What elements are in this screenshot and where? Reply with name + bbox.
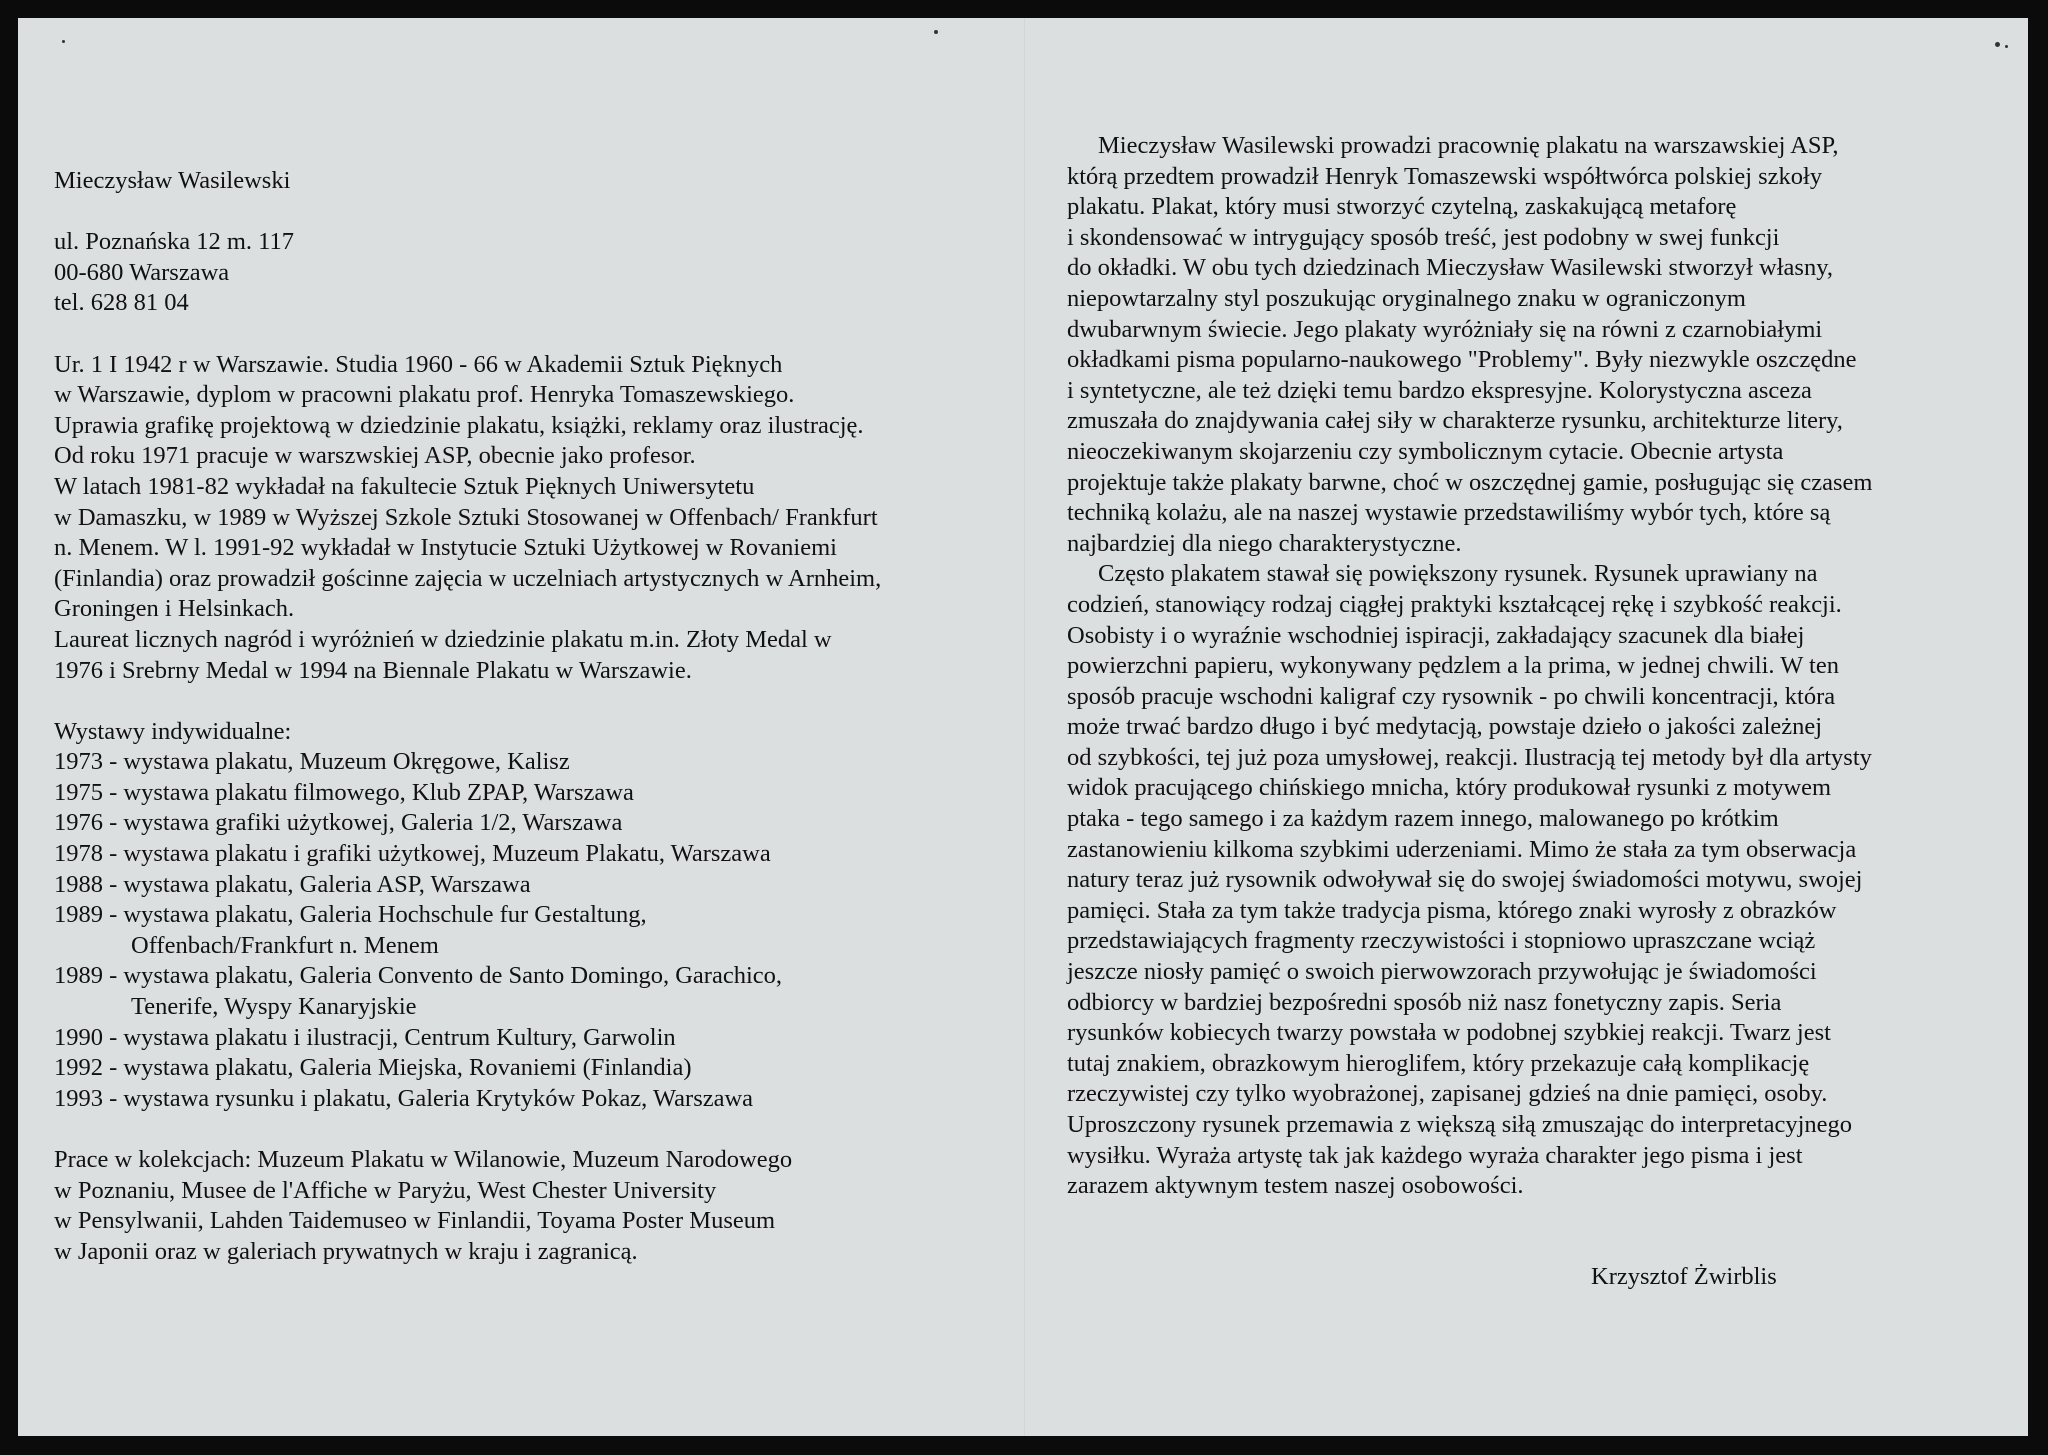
bio-line: 1976 i Srebrny Medal w 1994 na Biennale Plakatu w Warszawie. (54, 656, 692, 684)
essay-line: i syntetyczne, ale też dzięki temu bardzo ekspresyjne. Kolorystyczna asceza (1067, 376, 1812, 404)
essay-line: niepowtarzalny styl poszukując oryginalnego znaku w ograniczonym (1067, 284, 1746, 312)
document-sheet (18, 18, 2028, 1436)
essay-line: rysunków kobiecych twarzy powstała w podobnej szybkiej reakcji. Twarz jest (1067, 1019, 1831, 1047)
right-column (1067, 131, 1972, 1202)
exhibitions-block (54, 717, 994, 1115)
collections-line: w Japonii oraz w galeriach prywatnych w kraju i zagranicą. (54, 1237, 638, 1265)
essay-line: przedstawiających fragmenty rzeczywistości i stopniowo upraszczane wciąż (1067, 927, 1816, 955)
essay-line: zarazem aktywnym testem naszej osobowości. (1067, 1172, 1524, 1200)
bio-line: Uprawia grafikę projektową w dziedzinie plakatu, książki, reklamy oraz ilustrację. (54, 411, 864, 439)
essay-line: może trwać bardzo długo i być medytacją, powstaje dzieło o jakości zależnej (1067, 713, 1823, 741)
exhibition-item: 1993 - wystawa rysunku i plakatu, Galeria Krytyków Pokaz, Warszawa (54, 1084, 754, 1112)
bio-line: (Finlandia) oraz prowadził gościnne zajęcia w uczelniach artystycznych w Arnheim, (54, 564, 882, 592)
essay-line: którą przedtem prowadził Henryk Tomaszewski współtwórca polskiej szkoły (1067, 162, 1823, 190)
essay-line: jeszcze niosły pamięć o swoich pierwowzorach przywołując je świadomości (1067, 958, 1817, 986)
essay-line: tutaj znakiem, obrazkowym hieroglifem, który przekazuje całą komplikację (1067, 1049, 1810, 1077)
essay-line: pamięci. Stała za tym także tradycja pisma, którego znaki wyrosły z obrazków (1067, 896, 1837, 924)
collections-block (54, 1145, 994, 1267)
essay-paragraph-1 (1067, 131, 1972, 559)
essay-line: ptaka - tego samego i za każdym razem innego, malowanego po krótkim (1067, 805, 1779, 833)
essay-line: dwubarwnym świecie. Jego plakaty wyróżniały się na równi z czarnobiałymi (1067, 315, 1823, 343)
essay-line: widok pracującego chińskiego mnicha, który produkował rysunki z motywem (1067, 774, 1832, 802)
essay-line: zastanowieniu kilkoma szybkimi uderzeniami. Mimo że stała za tym obserwacja (1067, 835, 1857, 863)
essay-line: nieoczekiwanym skojarzeniu czy symbolicznym cytacie. Obecnie artysta (1067, 437, 1784, 465)
essay-line: Często plakatem stawał się powiększony rysunek. Rysunek uprawiany na (1098, 560, 1818, 588)
essay-paragraph-2 (1067, 559, 1972, 1201)
address-line: ul. Poznańska 12 m. 117 (54, 228, 294, 256)
bio-line: Ur. 1 I 1942 r w Warszawie. Studia 1960 - 66 w Akademii Sztuk Pięknych (54, 350, 783, 378)
collections-line: Prace w kolekcjach: Muzeum Plakatu w Wilanowie, Muzeum Narodowego (54, 1146, 793, 1173)
exhibition-item: 1973 - wystawa plakatu, Muzeum Okręgowe, Kalisz (54, 748, 570, 776)
essay-line: techniką kolażu, ale na naszej wystawie przedstawiliśmy wybór tych, które są (1067, 499, 1831, 527)
spacer (54, 197, 994, 228)
essay-line: powierzchni papieru, wykonywany pędzlem a la prima, w jednej chwili. W ten (1067, 652, 1839, 680)
exhibition-item: 1989 - wystawa plakatu, Galeria Convento de Santo Domingo, Garachico, (54, 962, 783, 990)
exhibition-item-continuation: Offenbach/Frankfurt n. Menem (131, 931, 439, 959)
exhibition-item: 1989 - wystawa plakatu, Galeria Hochschule fur Gestaltung, (54, 901, 647, 929)
essay-line: Osobisty i o wyraźnie wschodniej ispiracji, zakładający szacunek dla białej (1067, 621, 1805, 649)
spacer (54, 1114, 994, 1145)
essay-line: okładkami pisma popularno-naukowego "Problemy". Były niezwykle oszczędne (1067, 346, 1857, 374)
scan-speck (2005, 45, 2008, 48)
page-fold (1024, 18, 1025, 1436)
artist-name: Mieczysław Wasilewski (54, 167, 291, 194)
biography-block (54, 350, 994, 687)
bio-line: n. Menem. W l. 1991-92 wykładał w Instytucie Sztuki Użytkowej w Rovaniemi (54, 534, 837, 562)
essay-line: najbardziej dla niego charakterystyczne. (1067, 529, 1462, 557)
spacer (54, 319, 994, 350)
bio-line: Laureat licznych nagród i wyróżnień w dziedzinie plakatu m.in. Złoty Medal w (54, 625, 832, 653)
exhibition-item: 1992 - wystawa plakatu, Galeria Miejska, Rovaniemi (Finlandia) (54, 1054, 692, 1082)
exhibition-item: 1978 - wystawa plakatu i grafiki użytkowej, Muzeum Plakatu, Warszawa (54, 840, 771, 868)
essay-line: i skondensować w intrygujący sposób treść, jest podobny w swej funkcji (1067, 223, 1780, 251)
exhibition-item-continuation: Tenerife, Wyspy Kanaryjskie (131, 993, 417, 1021)
essay-line: rzeczywistej czy tylko wyobrażonej, zapisanej gdzieś na dnie pamięci, osoby. (1067, 1080, 1828, 1108)
scan-speck (1995, 42, 2000, 47)
exhibition-item: 1975 - wystawa plakatu filmowego, Klub ZPAP, Warszawa (54, 778, 634, 806)
essay-line: Mieczysław Wasilewski prowadzi pracownię plakatu na warszawskiej ASP, (1098, 132, 1839, 159)
essay-line: wysiłku. Wyraża artystę tak jak każdego wyraża charakter jego pisma i jest (1067, 1141, 1803, 1169)
author-signature: Krzysztof Żwirblis (1591, 1263, 1777, 1290)
essay-line: Uproszczony rysunek przemawia z większą siłą zmuszając do interpretacyjnego (1067, 1111, 1853, 1138)
bio-line: w Warszawie, dyplom w pracowni plakatu prof. Henryka Tomaszewskiego. (54, 381, 795, 409)
essay-line: natury teraz już rysownik odwoływał się do swojej świadomości motywu, swojej (1067, 866, 1863, 894)
essay-line: sposób pracuje wschodni kaligraf czy rysownik - po chwili koncentracji, która (1067, 682, 1836, 710)
essay-line: projektuje także plakaty barwne, choć w oszczędnej gamie, posługując się czasem (1067, 468, 1873, 496)
collections-line: w Pensylwanii, Lahden Taidemuseo w Finlandii, Toyama Poster Museum (54, 1207, 776, 1235)
exhibition-item: 1988 - wystawa plakatu, Galeria ASP, Warszawa (54, 870, 531, 898)
collections-line: w Poznaniu, Musee de l'Affiche w Paryżu, West Chester University (54, 1176, 717, 1204)
scan-speck (934, 30, 938, 34)
essay-line: zmuszała do znajdywania całej siły w charakterze rysunku, architekturze litery, (1067, 407, 1843, 435)
address-block (54, 227, 994, 319)
essay-line: plakatu. Plakat, który musi stworzyć czytelną, zaskakującą metaforę (1067, 193, 1737, 221)
exhibitions-heading: Wystawy indywidualne: (54, 717, 292, 745)
essay-line: do okładki. W obu tych dziedzinach Mieczysław Wasilewski stworzył własny, (1067, 254, 1833, 282)
bio-line: w Damaszku, w 1989 w Wyższej Szkole Sztuki Stosowanej w Offenbach/ Frankfurt (54, 503, 878, 531)
essay-line: od szybkości, tej już poza umysłowej, reakcji. Ilustracją tej metody był dla artysty (1067, 743, 1872, 771)
exhibition-item: 1976 - wystawa grafiki użytkowej, Galeria 1/2, Warszawa (54, 809, 623, 837)
bio-line: Od roku 1971 pracuje w warszwskiej ASP, obecnie jako profesor. (54, 442, 696, 470)
left-column (54, 166, 994, 1267)
exhibition-item: 1990 - wystawa plakatu i ilustracji, Centrum Kultury, Garwolin (54, 1023, 676, 1051)
bio-line: W latach 1981-82 wykładał na fakultecie Sztuk Pięknych Uniwersytetu (54, 472, 755, 500)
scan-speck (62, 40, 65, 43)
address-line: tel. 628 81 04 (54, 289, 189, 317)
essay-line: odbiorcy w bardziej bezpośredni sposób niż nasz fonetyczny zapis. Seria (1067, 988, 1782, 1016)
bio-line: Groningen i Helsinkach. (54, 595, 295, 623)
essay-line: codzień, stanowiący rodzaj ciągłej praktyki kształcącej rękę i szybkość reakcji. (1067, 590, 1842, 618)
spacer (54, 686, 994, 717)
address-line: 00-680 Warszawa (54, 258, 230, 286)
